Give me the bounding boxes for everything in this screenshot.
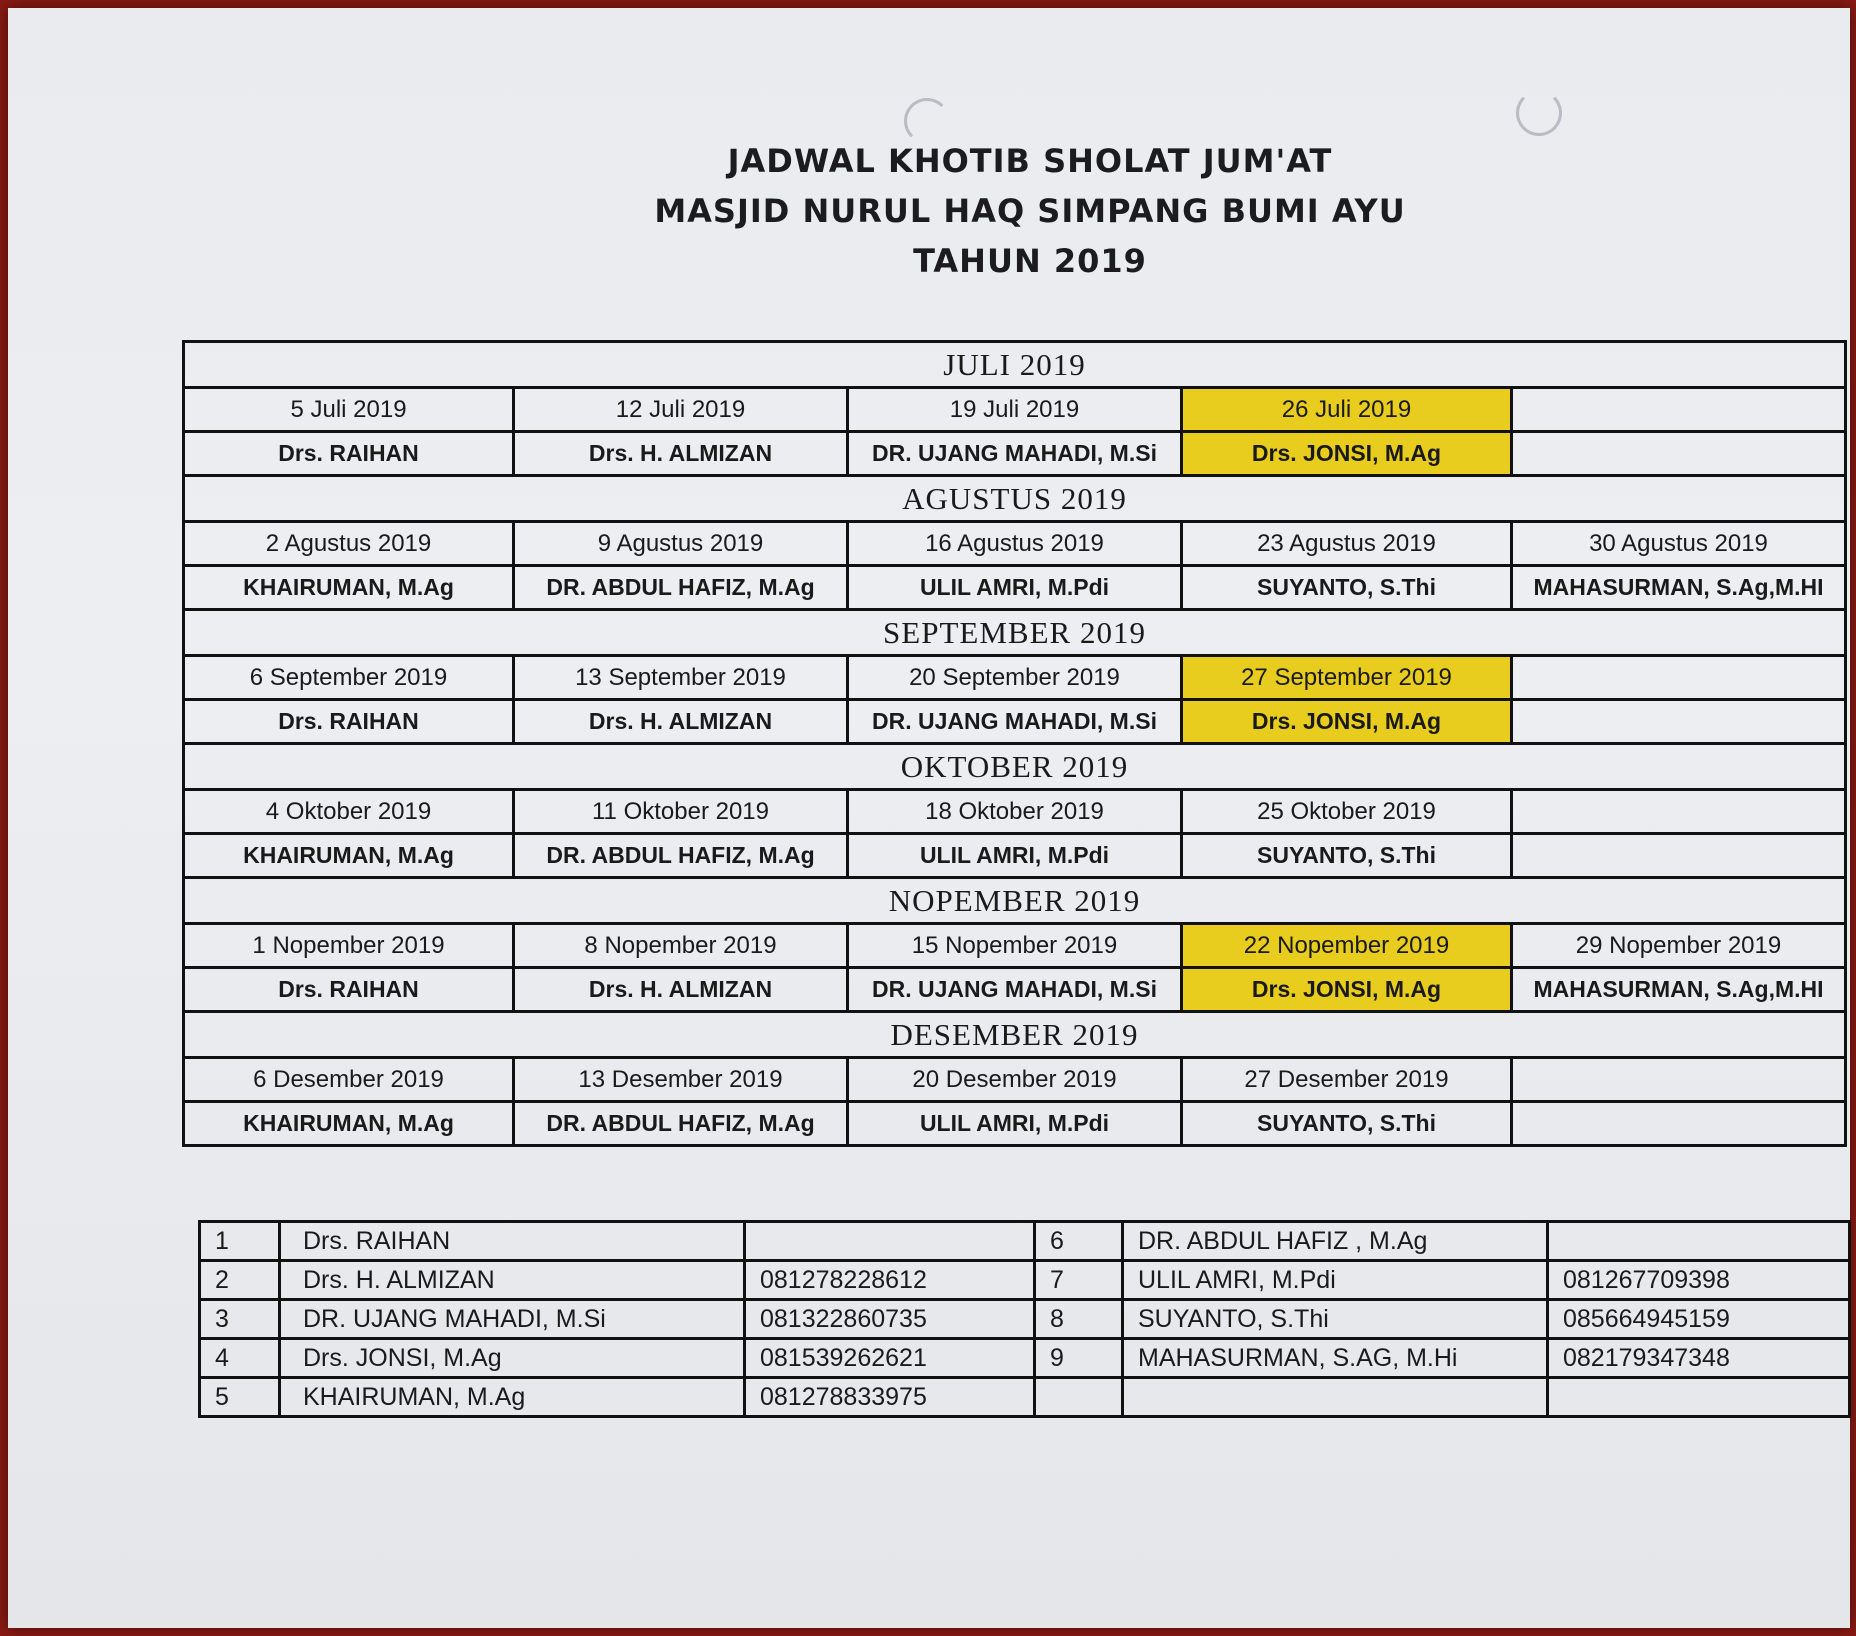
contact-phone: 082179347348 bbox=[1548, 1339, 1850, 1378]
month-label: NOPEMBER 2019 bbox=[184, 878, 1846, 924]
date-row bbox=[184, 388, 1846, 432]
khotib-name: DR. UJANG MAHADI, M.Si bbox=[848, 968, 1182, 1012]
title-line-1: JADWAL KHOTIB SHOLAT JUM'AT bbox=[727, 142, 1333, 180]
schedule-date bbox=[1512, 656, 1846, 700]
schedule-date: 12 Juli 2019 bbox=[514, 388, 848, 432]
contact-name: Drs. RAIHAN bbox=[280, 1222, 745, 1261]
contact-phone: 081267709398 bbox=[1548, 1261, 1850, 1300]
schedule-date bbox=[1512, 790, 1846, 834]
schedule-date: 8 Nopember 2019 bbox=[514, 924, 848, 968]
contact-row bbox=[200, 1222, 1850, 1261]
date-row bbox=[184, 522, 1846, 566]
khotib-name: Drs. RAIHAN bbox=[184, 968, 514, 1012]
month-header-row bbox=[184, 610, 1846, 656]
contact-number: 3 bbox=[200, 1300, 280, 1339]
khotib-row bbox=[184, 1102, 1846, 1146]
title-line-3: TAHUN 2019 bbox=[913, 242, 1147, 280]
khotib-row bbox=[184, 700, 1846, 744]
khotib-name: KHAIRUMAN, M.Ag bbox=[184, 834, 514, 878]
contact-name: DR. UJANG MAHADI, M.Si bbox=[280, 1300, 745, 1339]
month-header-row bbox=[184, 342, 1846, 388]
contact-name: Drs. JONSI, M.Ag bbox=[280, 1339, 745, 1378]
schedule-date: 16 Agustus 2019 bbox=[848, 522, 1182, 566]
contact-number: 9 bbox=[1035, 1339, 1123, 1378]
contact-name: KHAIRUMAN, M.Ag bbox=[280, 1378, 745, 1417]
month-label: JULI 2019 bbox=[184, 342, 1846, 388]
schedule-date: 18 Oktober 2019 bbox=[848, 790, 1182, 834]
schedule-date: 9 Agustus 2019 bbox=[514, 522, 848, 566]
khotib-name: DR. ABDUL HAFIZ, M.Ag bbox=[514, 1102, 848, 1146]
contact-row bbox=[200, 1261, 1850, 1300]
schedule-date: 6 Desember 2019 bbox=[184, 1058, 514, 1102]
khotib-name: Drs. H. ALMIZAN bbox=[514, 700, 848, 744]
khotib-name bbox=[1512, 432, 1846, 476]
schedule-date-highlighted: 27 September 2019 bbox=[1182, 656, 1512, 700]
contact-number: 8 bbox=[1035, 1300, 1123, 1339]
khotib-name-highlighted: Drs. JONSI, M.Ag bbox=[1182, 968, 1512, 1012]
month-header-row bbox=[184, 878, 1846, 924]
schedule-date bbox=[1512, 1058, 1846, 1102]
month-header-row bbox=[184, 1012, 1846, 1058]
khotib-name: ULIL AMRI, M.Pdi bbox=[848, 1102, 1182, 1146]
contact-name: SUYANTO, S.Thi bbox=[1123, 1300, 1548, 1339]
contact-number: 4 bbox=[200, 1339, 280, 1378]
schedule-date: 19 Juli 2019 bbox=[848, 388, 1182, 432]
khotib-name: KHAIRUMAN, M.Ag bbox=[184, 1102, 514, 1146]
punch-hole bbox=[904, 98, 950, 144]
khotib-name bbox=[1512, 834, 1846, 878]
khotib-name-highlighted: Drs. JONSI, M.Ag bbox=[1182, 432, 1512, 476]
khotib-schedule-table bbox=[182, 340, 1847, 1147]
khotib-name: KHAIRUMAN, M.Ag bbox=[184, 566, 514, 610]
khotib-row bbox=[184, 432, 1846, 476]
contact-name bbox=[1123, 1378, 1548, 1417]
contact-name: MAHASURMAN, S.AG, M.Hi bbox=[1123, 1339, 1548, 1378]
schedule-date: 11 Oktober 2019 bbox=[514, 790, 848, 834]
contact-phone bbox=[1548, 1222, 1850, 1261]
schedule-date: 1 Nopember 2019 bbox=[184, 924, 514, 968]
schedule-date: 20 September 2019 bbox=[848, 656, 1182, 700]
schedule-date: 4 Oktober 2019 bbox=[184, 790, 514, 834]
khotib-name: Drs. H. ALMIZAN bbox=[514, 968, 848, 1012]
schedule-date: 5 Juli 2019 bbox=[184, 388, 514, 432]
schedule-date: 15 Nopember 2019 bbox=[848, 924, 1182, 968]
contact-number: 2 bbox=[200, 1261, 280, 1300]
schedule-date: 13 Desember 2019 bbox=[514, 1058, 848, 1102]
khotib-name: ULIL AMRI, M.Pdi bbox=[848, 834, 1182, 878]
contact-row bbox=[200, 1300, 1850, 1339]
khotib-name: SUYANTO, S.Thi bbox=[1182, 834, 1512, 878]
contact-phone bbox=[1548, 1378, 1850, 1417]
khotib-name: DR. ABDUL HAFIZ, M.Ag bbox=[514, 834, 848, 878]
month-label: SEPTEMBER 2019 bbox=[184, 610, 1846, 656]
date-row bbox=[184, 924, 1846, 968]
month-label: AGUSTUS 2019 bbox=[184, 476, 1846, 522]
schedule-date-highlighted: 26 Juli 2019 bbox=[1182, 388, 1512, 432]
khotib-name: MAHASURMAN, S.Ag,M.HI bbox=[1512, 968, 1846, 1012]
contact-number: 6 bbox=[1035, 1222, 1123, 1261]
schedule-date: 30 Agustus 2019 bbox=[1512, 522, 1846, 566]
khotib-name bbox=[1512, 700, 1846, 744]
khotib-name: Drs. RAIHAN bbox=[184, 432, 514, 476]
contact-number: 5 bbox=[200, 1378, 280, 1417]
contact-number: 1 bbox=[200, 1222, 280, 1261]
month-header-row bbox=[184, 744, 1846, 790]
date-row bbox=[184, 790, 1846, 834]
contact-name: DR. ABDUL HAFIZ , M.Ag bbox=[1123, 1222, 1548, 1261]
schedule-date bbox=[1512, 388, 1846, 432]
khotib-name: DR. UJANG MAHADI, M.Si bbox=[848, 432, 1182, 476]
khotib-row bbox=[184, 968, 1846, 1012]
schedule-date: 2 Agustus 2019 bbox=[184, 522, 514, 566]
khotib-contact-table bbox=[198, 1220, 1851, 1418]
contact-number: 7 bbox=[1035, 1261, 1123, 1300]
contact-row bbox=[200, 1378, 1850, 1417]
contact-phone bbox=[745, 1222, 1035, 1261]
contact-name: Drs. H. ALMIZAN bbox=[280, 1261, 745, 1300]
khotib-name: SUYANTO, S.Thi bbox=[1182, 1102, 1512, 1146]
khotib-name bbox=[1512, 1102, 1846, 1146]
khotib-name: DR. UJANG MAHADI, M.Si bbox=[848, 700, 1182, 744]
schedule-date: 25 Oktober 2019 bbox=[1182, 790, 1512, 834]
contact-phone: 081322860735 bbox=[745, 1300, 1035, 1339]
date-row bbox=[184, 656, 1846, 700]
khotib-row bbox=[184, 834, 1846, 878]
khotib-name-highlighted: Drs. JONSI, M.Ag bbox=[1182, 700, 1512, 744]
punch-hole bbox=[1516, 90, 1562, 136]
contact-phone: 081539262621 bbox=[745, 1339, 1035, 1378]
khotib-name: MAHASURMAN, S.Ag,M.HI bbox=[1512, 566, 1846, 610]
schedule-date: 13 September 2019 bbox=[514, 656, 848, 700]
khotib-name: ULIL AMRI, M.Pdi bbox=[848, 566, 1182, 610]
khotib-name: Drs. H. ALMIZAN bbox=[514, 432, 848, 476]
schedule-date: 20 Desember 2019 bbox=[848, 1058, 1182, 1102]
contact-phone: 085664945159 bbox=[1548, 1300, 1850, 1339]
date-row bbox=[184, 1058, 1846, 1102]
contact-phone: 081278833975 bbox=[745, 1378, 1035, 1417]
title-line-2: MASJID NURUL HAQ SIMPANG BUMI AYU bbox=[654, 192, 1406, 230]
schedule-date: 27 Desember 2019 bbox=[1182, 1058, 1512, 1102]
contact-row bbox=[200, 1339, 1850, 1378]
month-header-row bbox=[184, 476, 1846, 522]
schedule-date: 23 Agustus 2019 bbox=[1182, 522, 1512, 566]
khotib-name: DR. ABDUL HAFIZ, M.Ag bbox=[514, 566, 848, 610]
month-label: DESEMBER 2019 bbox=[184, 1012, 1846, 1058]
khotib-name: SUYANTO, S.Thi bbox=[1182, 566, 1512, 610]
month-label: OKTOBER 2019 bbox=[184, 744, 1846, 790]
schedule-date: 29 Nopember 2019 bbox=[1512, 924, 1846, 968]
schedule-date: 6 September 2019 bbox=[184, 656, 514, 700]
schedule-date-highlighted: 22 Nopember 2019 bbox=[1182, 924, 1512, 968]
contact-phone: 081278228612 bbox=[745, 1261, 1035, 1300]
contact-number bbox=[1035, 1378, 1123, 1417]
khotib-row bbox=[184, 566, 1846, 610]
khotib-name: Drs. RAIHAN bbox=[184, 700, 514, 744]
contact-name: ULIL AMRI, M.Pdi bbox=[1123, 1261, 1548, 1300]
